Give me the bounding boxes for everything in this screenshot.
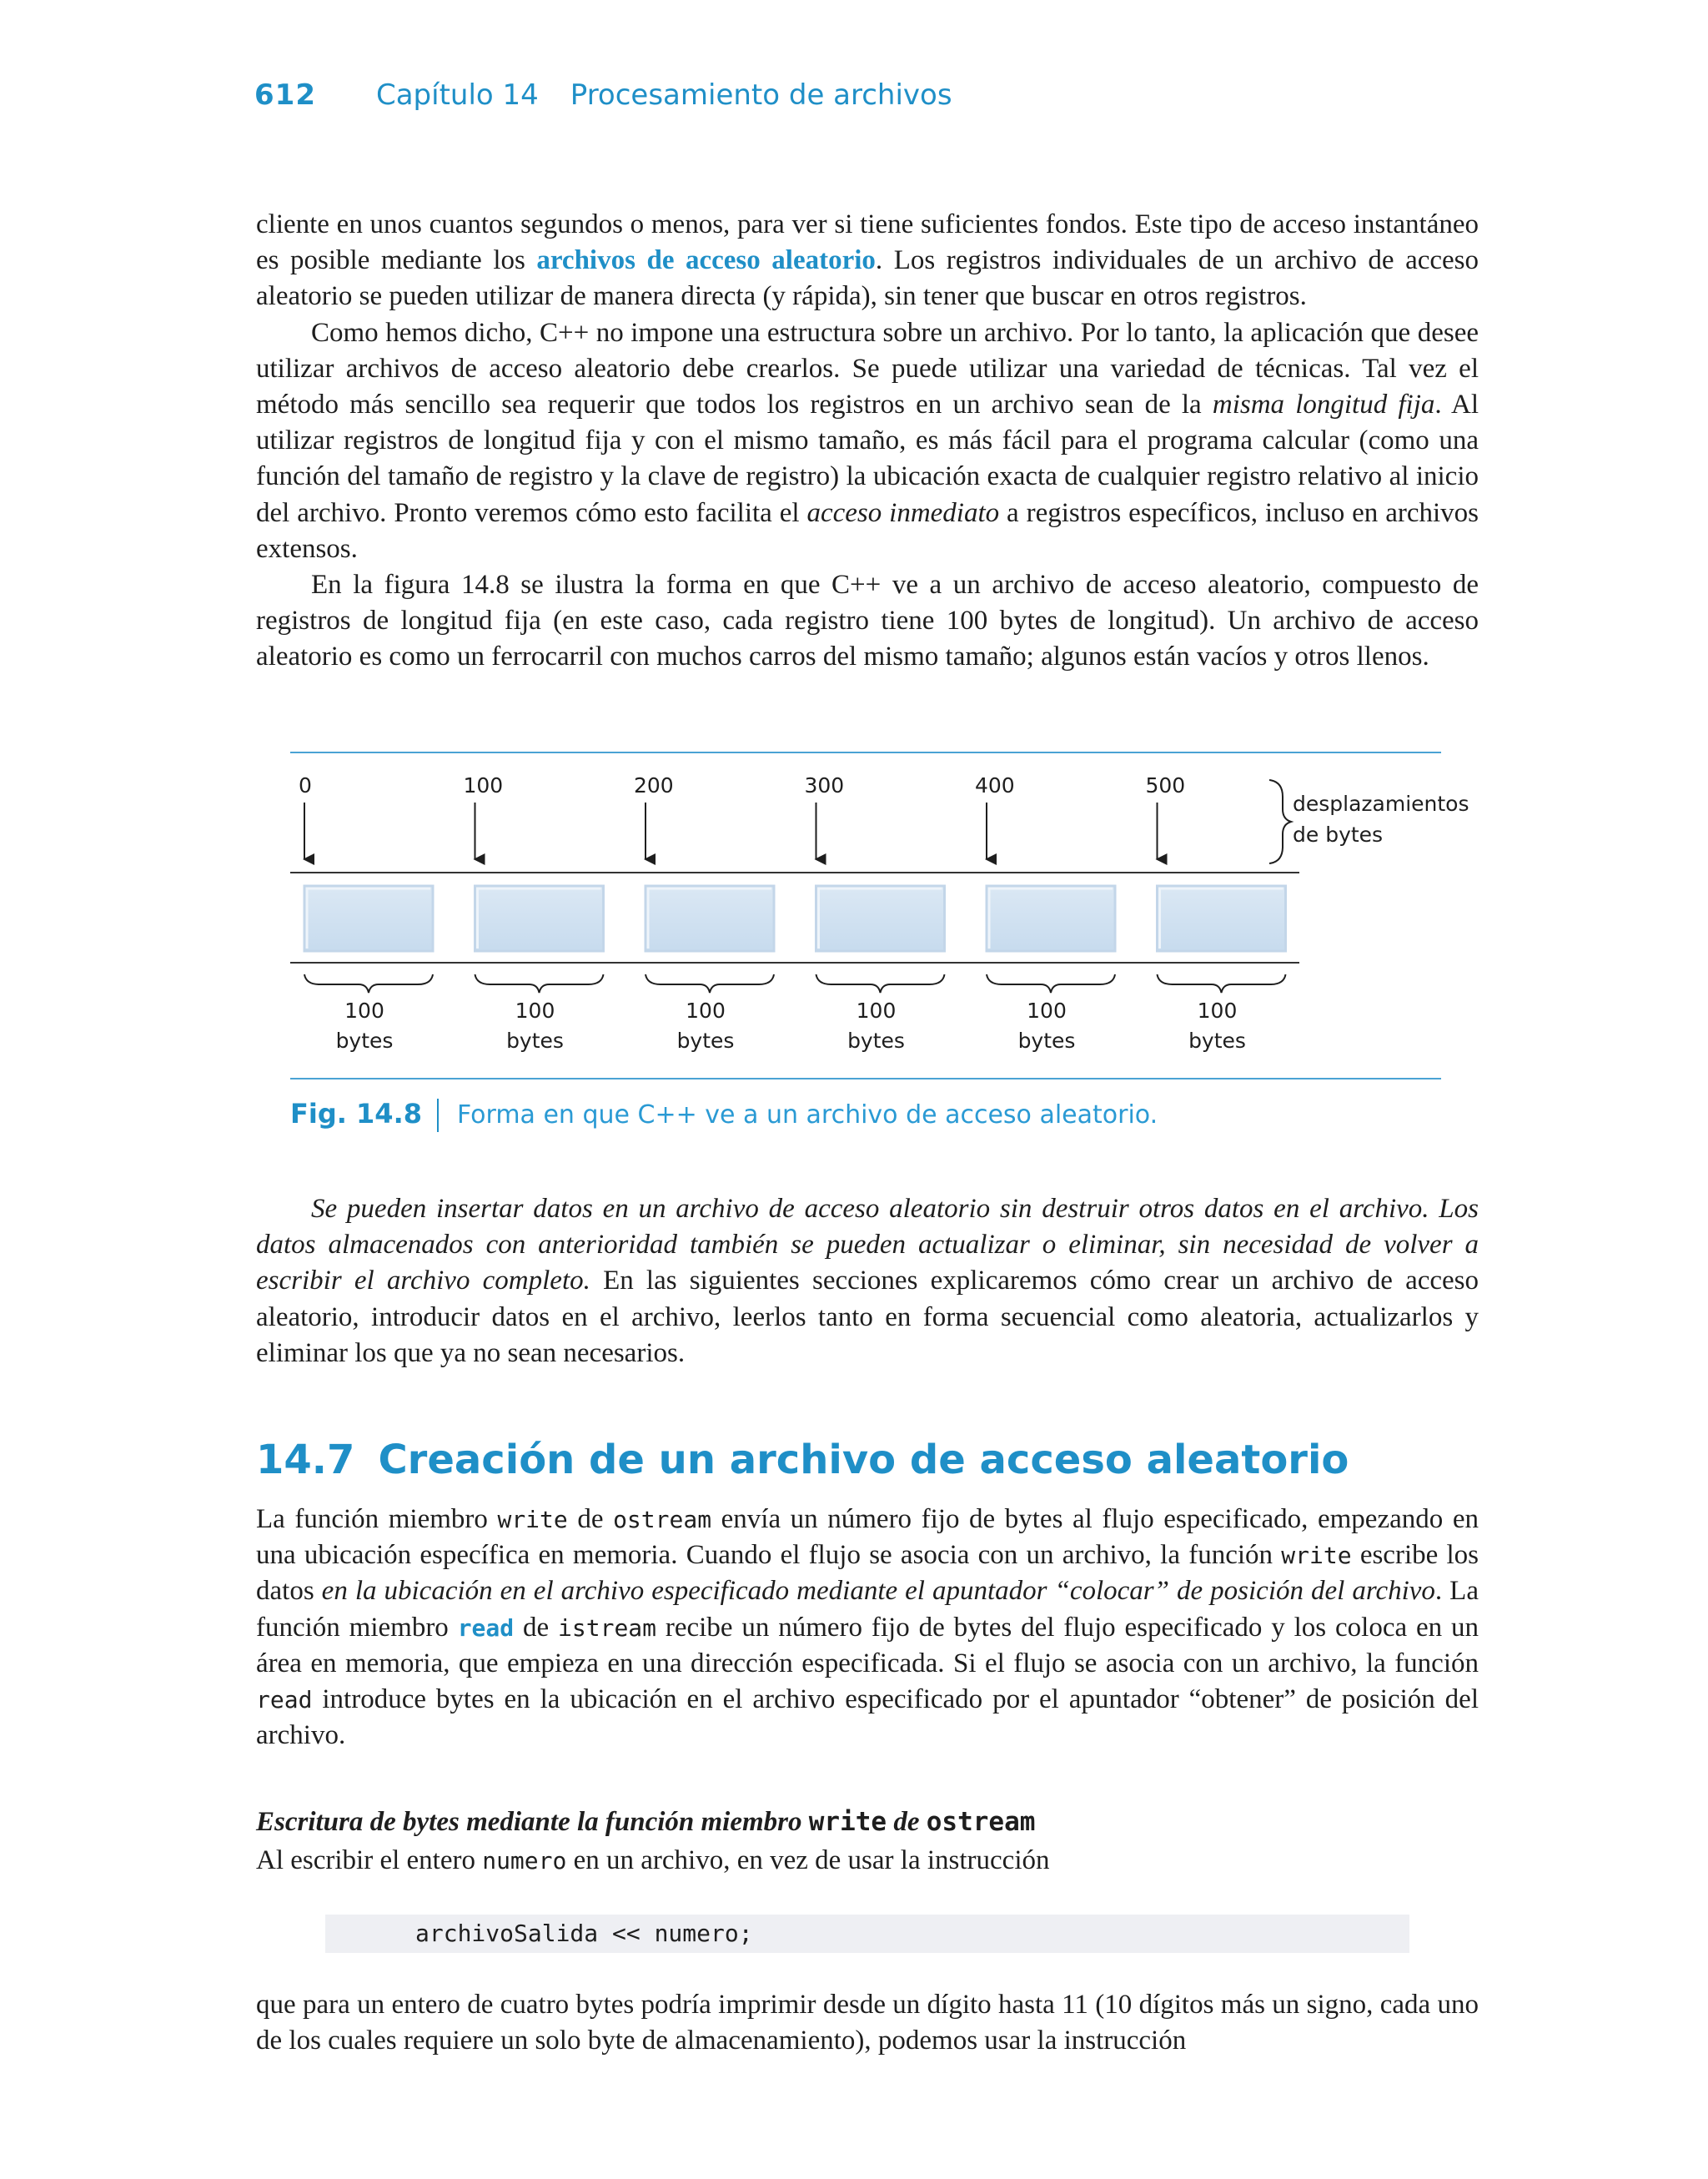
paragraph-6: Al escribir el entero numero en un archivo, en vez de usar la instrucción	[256, 1845, 1050, 1875]
record-cell	[646, 886, 774, 951]
record-size-unit: bytes	[1188, 1029, 1246, 1053]
record-size-value: 100	[515, 999, 555, 1023]
record-size-unit: bytes	[847, 1029, 905, 1053]
caption-separator	[437, 1099, 439, 1132]
byte-offset-label: 0	[299, 773, 312, 798]
paragraph-7: que para un entero de cuatro bytes podría imprimir desde un dígito hasta 11 (10 dígitos más un signo, cada uno de los cuales requiere un solo byte de almacenamiento), podemos usar la instrucción	[256, 1990, 1479, 2056]
section-title-text: Creación de un archivo de acceso aleatorio	[378, 1437, 1349, 1483]
subheading: Escritura de bytes mediante la función miembro write de ostream	[256, 1807, 1036, 1837]
record-size-value: 100	[1197, 999, 1238, 1023]
section-heading	[256, 1437, 1349, 1483]
paragraph-1: cliente en unos cuantos segundos o menos, para ver si tiene suficientes fondos. Este tipo de acceso instantáneo es posible mediante los archivos de acceso aleatorio. Los registros individuales de un archivo de acceso aleatorio se pueden utilizar de manera directa (y rápida), sin tener que buscar en otros registros. Como hemos dicho, C++ no impone una estructura sobre un archivo. Por lo tanto, la aplicación que desee utilizar archivos de acceso aleatorio debe crearlos. Se puede utilizar una variedad de técnicas. Tal vez el método más sencillo sea requerir que todos los registros en un archivo sean de la misma longitud fija. Al utilizar registros de longitud fija y con el mismo tamaño, es más fácil para el programa calcular (como una función del tamaño de registro y la clave de registro) la ubicación exacta de cualquier registro relativo al inicio del archivo. Pronto veremos cómo esto facilita el acceso inmediato a registros específicos, incluso en archivos extensos. En la figura 14.8 se ilustra la forma en que C++ ve a un archivo de acceso aleatorio, compuesto de registros de longitud fija (en este caso, cada registro tiene 100 bytes de longitud). Un archivo de acceso aleatorio es como un ferrocarril con muchos carros del mismo tamaño; algunos están vacíos y otros llenos.	[256, 207, 1479, 676]
record-cell	[816, 886, 945, 951]
record-cell	[987, 886, 1115, 951]
record-size-brace	[816, 974, 945, 993]
byte-offset-label: 300	[804, 773, 845, 798]
byte-offset-label: 100	[463, 773, 504, 798]
record-size-unit: bytes	[676, 1029, 735, 1053]
byte-offset-label: 400	[975, 773, 1015, 798]
record-size-brace	[1158, 974, 1286, 993]
key-term: archivos de acceso aleatorio	[536, 245, 876, 276]
record-size-brace	[987, 974, 1115, 993]
paragraph-2: Como hemos dicho, C++ no impone una estructura sobre un archivo. Por lo tanto, la aplicación que desee utilizar archivos de acceso aleatorio debe crearlos. Se puede utilizar una variedad de técnicas. Tal vez el método más sencillo sea requerir que todos los registros en un archivo sean de la misma longitud fija. Al utilizar registros de longitud fija y con el mismo tamaño, es más fácil para el programa calcular (como una función del tamaño de registro y la clave de registro) la ubicación exacta de cualquier registro relativo al inicio del archivo. Pronto veremos cómo esto facilita el acceso inmediato a registros específicos, incluso en archivos extensos.	[256, 317, 1479, 564]
record-size-brace	[475, 974, 604, 993]
record-cell	[1158, 886, 1286, 951]
offsets-label-line1: desplazamientos	[1293, 792, 1469, 816]
record-size-brace	[304, 974, 433, 993]
record-size-value: 100	[856, 999, 897, 1023]
record-size-unit: bytes	[506, 1029, 564, 1053]
chapter-label: Capítulo 14	[375, 78, 539, 112]
offsets-label-line2: de bytes	[1293, 823, 1384, 847]
record-size-unit: bytes	[1017, 1029, 1076, 1053]
offsets-brace	[1269, 780, 1291, 863]
record-size-value: 100	[686, 999, 726, 1023]
record-cell	[475, 886, 604, 951]
record-size-brace	[646, 974, 774, 993]
record-size-value: 100	[344, 999, 384, 1023]
byte-offset-label: 500	[1145, 773, 1186, 798]
section-number: 14.7	[256, 1437, 355, 1483]
figure-caption	[290, 1098, 1158, 1132]
figure-caption-text: Forma en que C++ ve a un archivo de acceso aleatorio.	[456, 1100, 1158, 1130]
figure-number: Fig. 14.8	[290, 1098, 422, 1130]
byte-offset-label: 200	[634, 773, 674, 798]
record-size-unit: bytes	[335, 1029, 394, 1053]
chapter-title: Procesamiento de archivos	[570, 78, 952, 112]
record-cell	[304, 886, 433, 951]
paragraph-3: En la figura 14.8 se ilustra la forma en que C++ ve a un archivo de acceso aleatorio, compuesto de registros de longitud fija (en este caso, cada registro tiene 100 bytes de longitud). Un archivo de acceso aleatorio es como un ferrocarril con muchos carros del mismo tamaño; algunos están vacíos y otros llenos.	[256, 570, 1479, 672]
paragraph-4: Se pueden insertar datos en un archivo de acceso aleatorio sin destruir otros datos en el archivo. Los datos almacenados con anterioridad también se pueden actualizar o eliminar, sin necesidad de volver a escribir el archivo completo. En las siguientes secciones explicaremos cómo crear un archivo de acceso aleatorio, introducir datos en el archivo, leerlos tanto en forma secuencial como aleatoria, actualizarlos y eliminar los que ya no sean necesarios.	[256, 1194, 1479, 1368]
paragraph-5: La función miembro write de ostream envía un número fijo de bytes al flujo especificado, empezando en una ubicación específica en memoria. Cuando el flujo se asocia con un archivo, la función write escribe los datos en la ubicación en el archivo especificado mediante el apuntador “colocar” de posición del archivo. La función miembro read de istream recibe un número fijo de bytes del flujo especificado y los coloca en un área en memoria, que empieza en una dirección especificada. Si el flujo se asocia con un archivo, la función read introduce bytes en la ubicación en el archivo especificado por el apuntador “obtener” de posición del archivo.	[256, 1504, 1479, 1751]
record-size-value: 100	[1027, 999, 1067, 1023]
code-line: archivoSalida << numero;	[415, 1920, 753, 1947]
code-block	[325, 1915, 1409, 1953]
page-number: 612	[254, 78, 316, 112]
